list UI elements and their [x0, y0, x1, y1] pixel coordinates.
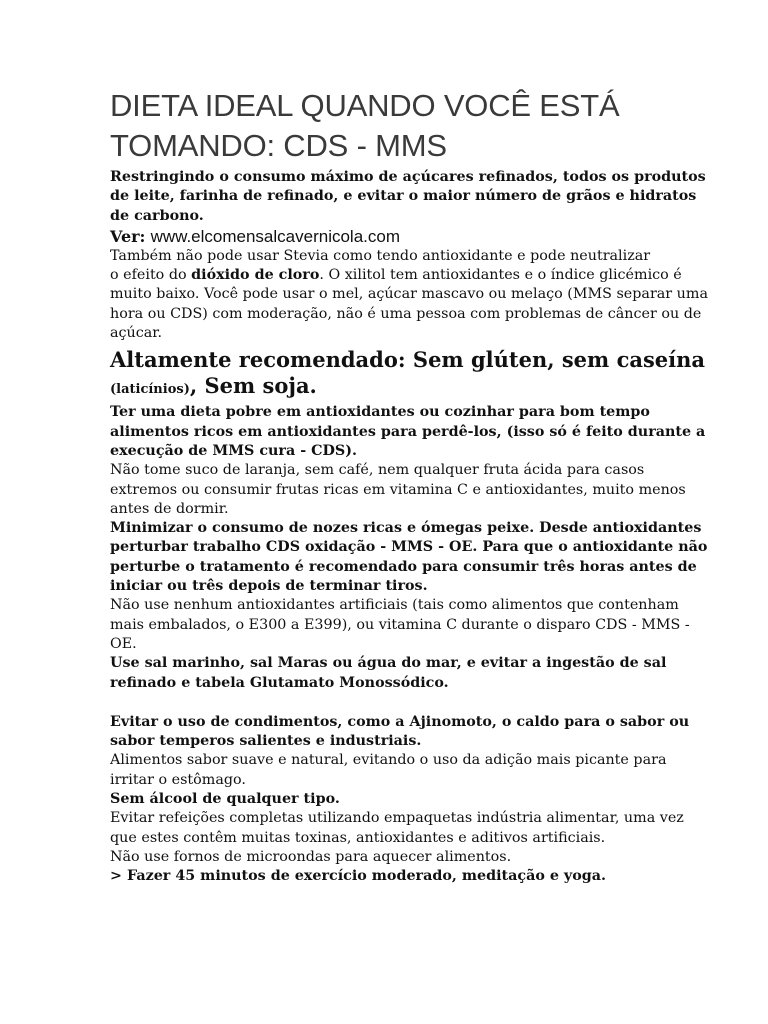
- paragraph-restrict: Restringindo o consumo máximo de açúcares refinados, todos os produtos de leite, farinha de refinado, e evitar o maior número de grãos e hidratos de carbono.: [110, 169, 706, 224]
- paragraph-nuts: Minimizar o consumo de nozes ricas e ómegas peixe. Desde antioxidantes perturbar trabalho CDS oxidação - MMS - OE. Para que o antioxidante não perturbe o tratamento é recomendado para consumir três horas antes de iniciar ou três depois de terminar tiros.: [110, 520, 708, 595]
- paragraph-salt: Use sal marinho, sal Maras ou água do mar, e evitar a ingestão de sal refinado e tabela Glutamato Monossódico.: [110, 655, 667, 691]
- recommended-part2: , Sem soja.: [189, 373, 317, 399]
- paragraph-orange-juice: Não tome suco de laranja, sem café, nem qualquer fruta ácida para casos extremos ou consumir frutas ricas em vitamina C e antioxidantes, muito menos antes de dormir.: [110, 462, 686, 517]
- paragraph-exercise: > Fazer 45 minutos de exercício moderado, meditação e yoga.: [110, 868, 606, 885]
- paragraph-alcohol: Sem álcool de qualquer tipo.: [110, 791, 340, 808]
- paragraph-stevia: Também não pode usar Stevia como tendo antioxidante e pode neutralizar: [110, 247, 651, 264]
- xilitol-pre: o efeito do: [110, 267, 192, 284]
- ver-label: Ver:: [110, 226, 146, 246]
- heading-recommended: [110, 347, 712, 403]
- paragraph-mild-food: Alimentos sabor suave e natural, evitando o uso da adição mais picante para irritar o estômago.: [110, 752, 667, 788]
- paragraph-xilitol: [110, 266, 712, 343]
- xilitol-bold: dióxido de cloro: [191, 267, 320, 284]
- paragraph-meals: Evitar refeições completas utilizando empaquetas indústria alimentar, uma vez que estes contêm muitas toxinas, antioxidantes e aditivos artificiais.: [110, 810, 684, 846]
- recommended-part1: Altamente recomendado: Sem glúten, sem caseína: [110, 347, 705, 373]
- recommended-small: (laticínios): [110, 382, 190, 398]
- paragraph-artificial: Não use nenhum antioxidantes artificiais (tais como alimentos que contenham mais embalados, o E300 a E399), ou vitamina C durante o disparo CDS - MMS - OE.: [110, 597, 690, 652]
- paragraph-antioxidant-diet: Ter uma dieta pobre em antioxidantes ou cozinhar para bom tempo alimentos ricos em antioxidantes para perdê-los, (isso só é feito durante a execução de MMS cura - CDS).: [110, 404, 706, 459]
- paragraph-condiments: Evitar o uso de condimentos, como a Ajinomoto, o caldo para o sabor ou sabor temperos salientes e industriais.: [110, 713, 690, 750]
- paragraph-ver: [110, 226, 712, 247]
- xilitol-post: . O xilitol tem antioxidantes e o índice glicémico é muito baixo. Você pode usar o mel, açúcar mascavo ou melaço (MMS separar uma hora ou CDS) com moderação, não é uma pessoa com problemas de câncer ou de açúcar.: [110, 267, 708, 342]
- document-title: DIETA IDEAL QUANDO VOCÊ ESTÁ TOMANDO: CDS - MMS: [110, 88, 620, 163]
- paragraph-microwave: Não use fornos de microondas para aquecer alimentos.: [110, 848, 512, 865]
- ver-url: www.elcomensalcavernicola.com: [150, 226, 400, 246]
